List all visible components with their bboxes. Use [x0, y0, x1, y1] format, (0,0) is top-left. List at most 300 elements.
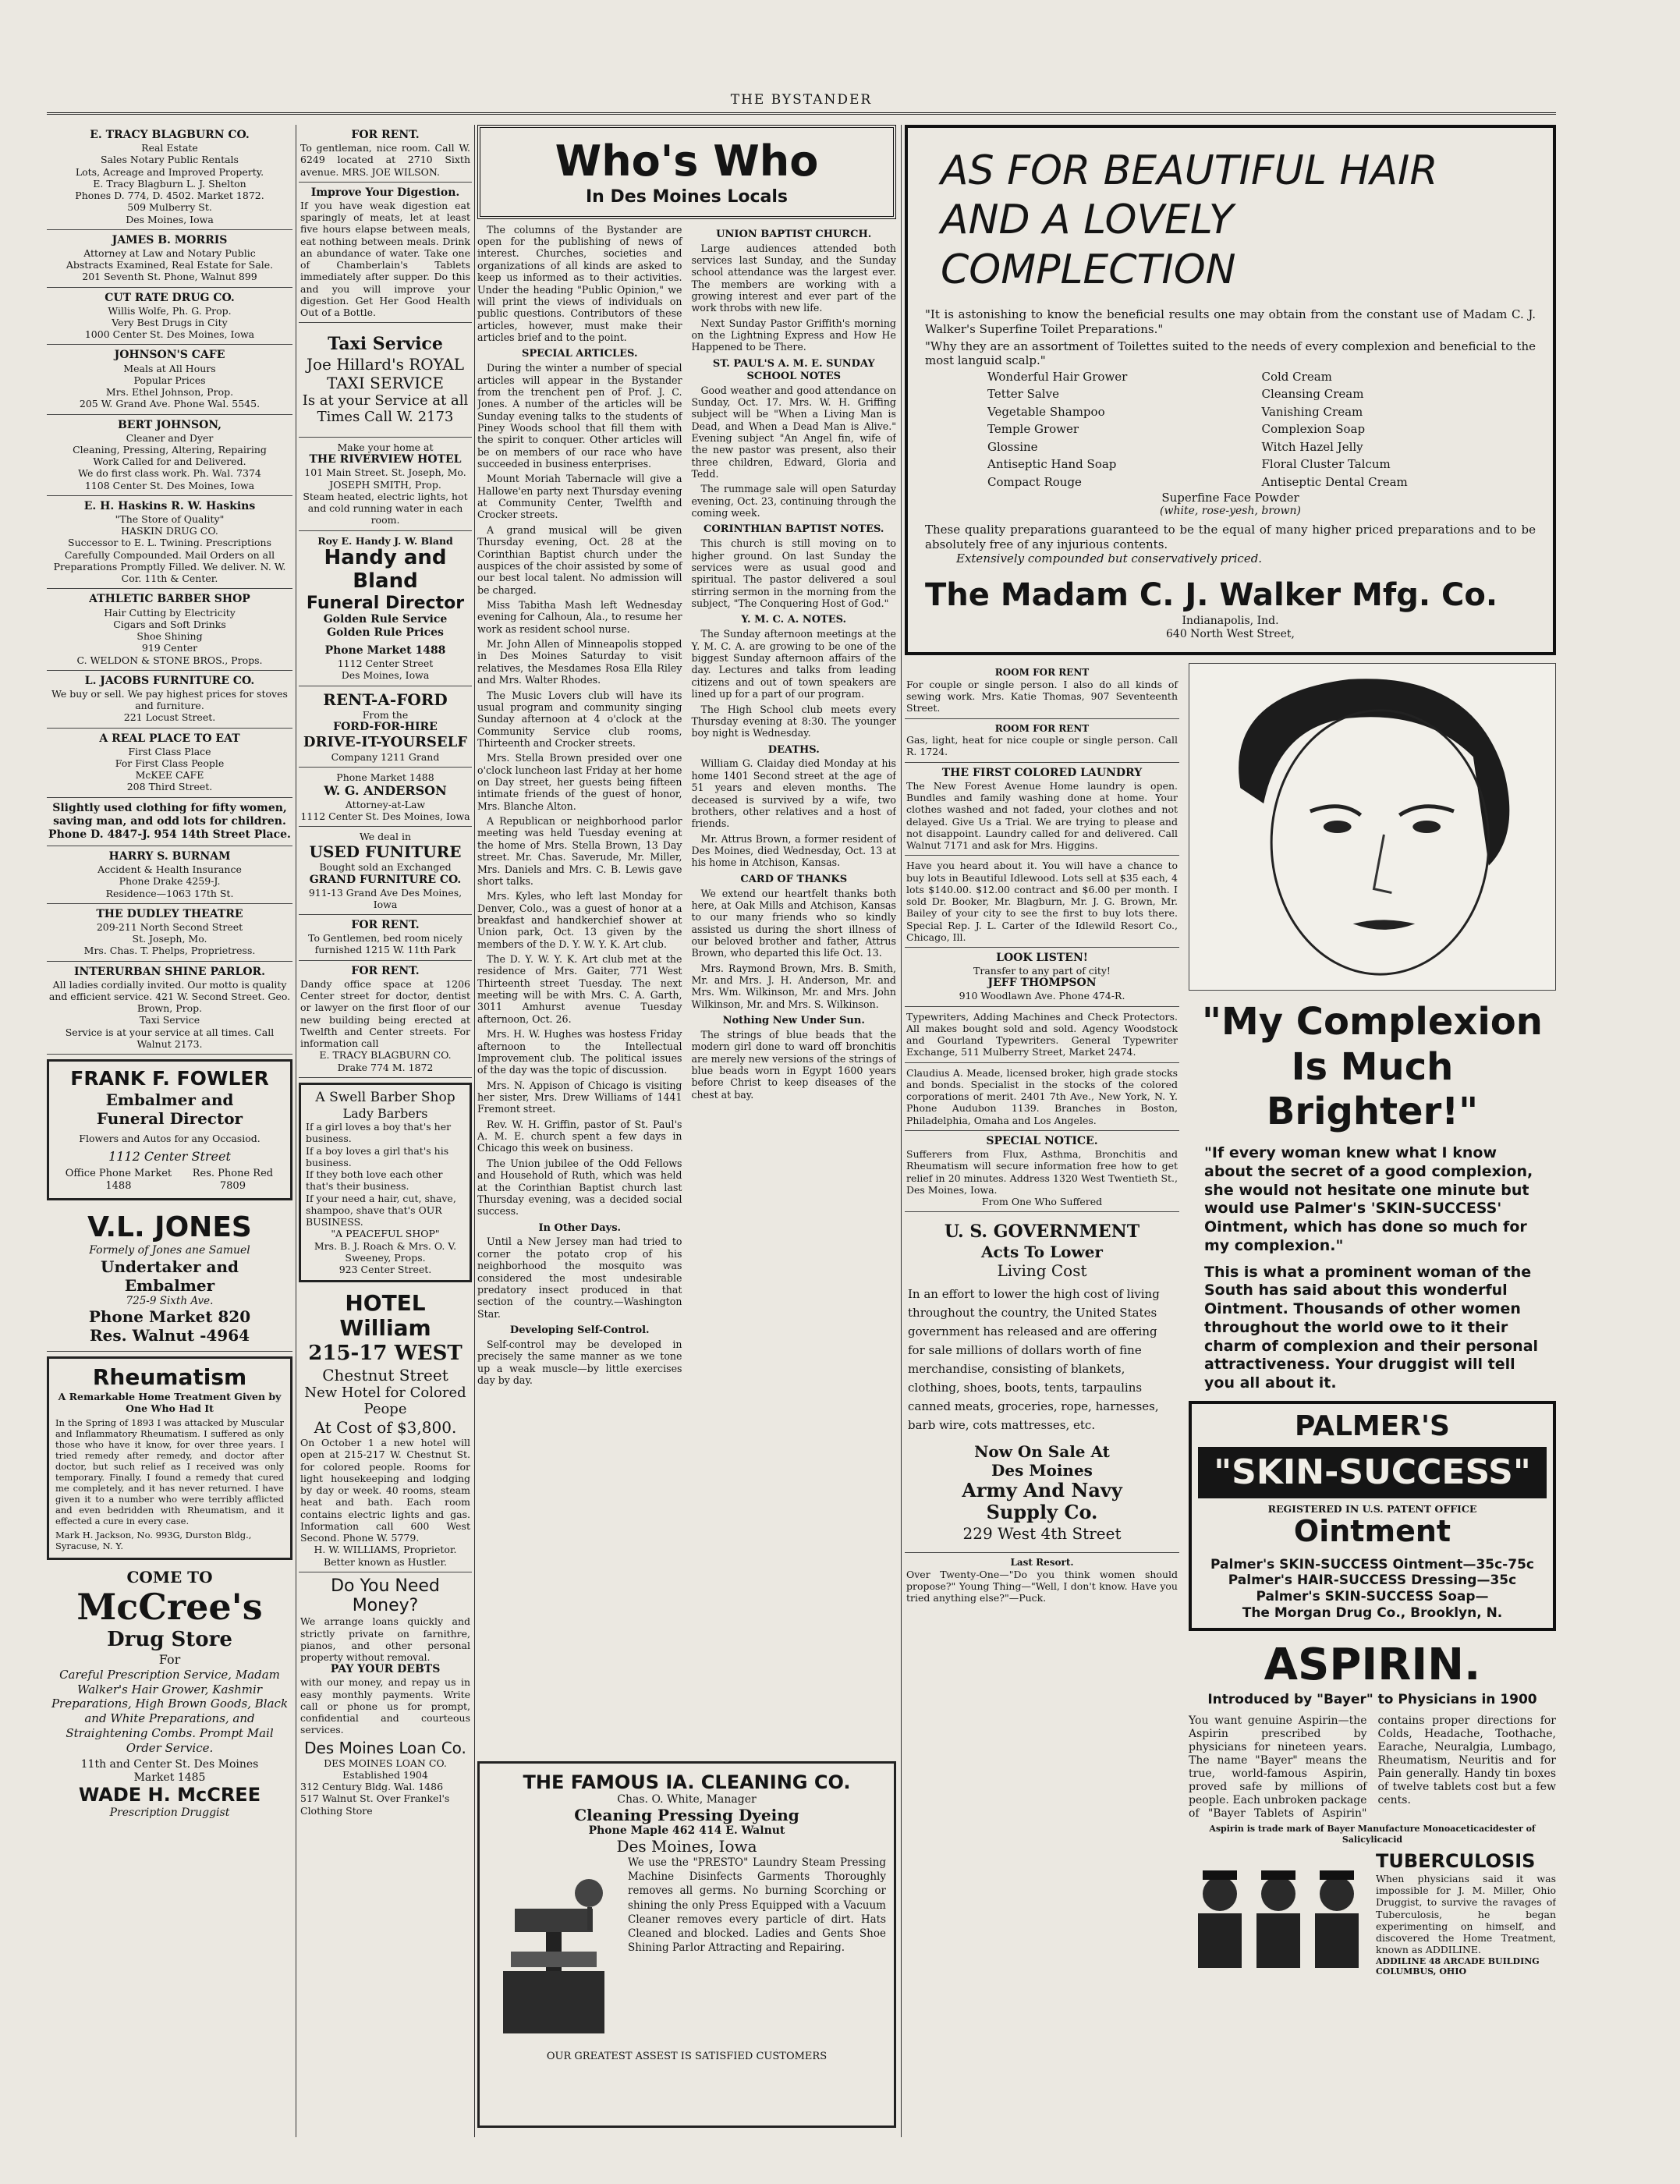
whos-who-columns — [477, 224, 896, 1390]
william-line: At Cost of $3,800. — [314, 1418, 457, 1438]
anderson-phone: Phone Market 1488 — [336, 771, 434, 783]
business-card — [47, 415, 292, 496]
walker-headline: AS FOR BEAUTIFUL HAIR AND A LOVELY COMPLECTION — [941, 147, 1438, 293]
aspirin-text: You want genuine Aspirin—the Aspirin prescribed by physicians for nineteen years. The name "Bayer" means the true, world-famous Aspirin, proved safe by millions of people. Each unbroken package of "Bayer Tablets of Aspirin" contains proper directions for Colds, Headache, Toothache, Earache, Neuralgia, Lumbago, Rheumatism, Neuritis and for Pain generally. Handy tin boxes of twelve tablets cost but a few cents. — [1189, 1714, 1556, 1821]
anderson-ad — [299, 768, 472, 827]
news-paragraph: The High School club meets every Thursday evening at 8:30. The younger boy night is Wednesday. — [691, 703, 896, 739]
loan-address: 312 Century Bldg. Wal. 1486 — [300, 1781, 444, 1793]
tb-text: When physicians said it was impossible for J. M. Miller, Ohio Druggist, to survive the ravages of Tuberculosis, he began experimenting on himself, and discovered the Home Treatment, known as ADDILINE. — [1376, 1872, 1556, 1956]
walker-product: Witch Hazel Jelly — [1261, 439, 1363, 454]
business-line: 919 Center — [141, 642, 198, 654]
aspirin-heading: ASPIRIN. — [1264, 1639, 1481, 1690]
whos-who-header — [477, 125, 896, 219]
business-name: E. TRACY BLAGBURN CO. — [90, 129, 250, 141]
news-paragraph: A Republican or neighborhood parlor meeting was held Tuesday evening at the home of Mrs. Stella Brown, 13 Day street. Mr. Chas. Saverude, Mr. Miller, Mrs. Daniels and Mrs. C. B. Lewis gave short talks. — [477, 815, 682, 887]
fowler-ad — [47, 1059, 292, 1200]
fowler-line: Embalmer and — [105, 1090, 234, 1109]
column-local-ads — [299, 125, 472, 2137]
rent-text: To gentleman, nice room. Call W. 6249 located at 2710 Sixth avenue. MRS. JOE WILSON. — [300, 142, 470, 178]
business-line: Service is at your service at all times. Call Walnut 2173. — [65, 1026, 275, 1050]
column-advertisements — [905, 125, 1556, 2137]
section-heading: CORINTHIAN BAPTIST NOTES. — [704, 523, 884, 536]
gov-sale-line: Des Moines — [991, 1460, 1093, 1480]
broker-ad: Claudius A. Meade, licensed broker, high grade stocks and bonds. Specialist in the stocks of the colored corporations of merit. 2401 7th Ave., New York, N. Y. Phone Audubon 1139. Branches in Boston, Philadelphia, Omaha and Los Angeles. — [905, 1063, 1179, 1131]
section-heading: UNION BAPTIST CHURCH. — [716, 228, 872, 240]
business-name: Slightly used clothing for fifty women, saving man, and odd lots for children. Phone D. 4847-J. 954 14th Street Place. — [48, 801, 291, 841]
business-line: Des Moines, Iowa — [126, 213, 214, 225]
barber-text: "A PEACEFUL SHOP" — [331, 1228, 440, 1240]
rent-notice — [299, 125, 472, 183]
news-paragraph: We extend our heartfelt thanks both here, at Oak Mills and Atchison, Kansas to our many friends who so kindly assisted us during the short illness of our beloved brother and father, Attrus Brown, who departed this life Oct. 13. — [691, 887, 896, 959]
used-heading: USED FUNITURE — [309, 842, 462, 862]
business-card — [47, 230, 292, 288]
walker-product: Wonderful Hair Grower — [987, 369, 1128, 384]
mccree-address: 11th and Center St. Des Moines — [80, 1758, 259, 1771]
masthead: THE BYSTANDER — [47, 92, 1556, 115]
news-paragraph: Miss Tabitha Mash left Wednesday evening for Calhoun, Ala., to resume her work as resident school nurse. — [477, 598, 682, 635]
laundry-ad — [905, 763, 1179, 856]
rheumatism-signature: Mark H. Jackson, No. 993G, Durston Bldg., Syracuse, N. Y. — [55, 1530, 252, 1552]
bland-heading: Handy and Bland — [324, 545, 447, 593]
section-heading: Y. M. C. A. NOTES. — [741, 614, 847, 626]
gov-text: In an effort to lower the high cost of living throughout the country, the United States government has released and are offering for sale millions of dollars worth of fine merchandise, consisting of blankets, clothing, shoes, boots, tents, tarpaulins canned meats, groceries, rope, harnesses, barb wire, cots mattresses, etc. — [908, 1286, 1160, 1432]
business-line: Accident & Health Insurance — [97, 863, 242, 876]
section-heading: ST. PAUL'S A. M. E. SUNDAY SCHOOL NOTES — [712, 357, 875, 382]
walker-products-right — [1262, 368, 1536, 491]
walker-powder: Superfine Face Powder — [1161, 491, 1299, 505]
business-name: ATHLETIC BARBER SHOP — [89, 593, 250, 606]
rheumatism-subtitle: A Remarkable Home Treatment Given by One Who Had It — [58, 1390, 282, 1414]
hotel-line: JOSEPH SMITH, Prop. — [329, 478, 441, 491]
lower-ads — [905, 663, 1556, 1977]
business-line: St. Joseph, Mo. — [132, 933, 207, 945]
news-paragraph: The rummage sale will open Saturday evening, Oct. 23, continuing through the coming week. — [691, 483, 896, 519]
used-line: Bought sold an Exchanged — [319, 861, 452, 874]
mccree-title: Prescription Druggist — [109, 1806, 230, 1820]
taxi-line: Is at your Service at all Times Call W. 2173 — [302, 392, 469, 426]
walker-guarantee: These quality preparations guaranteed to be the equal of many higher priced preparations and to be absolutely free of any injurious contents. — [925, 523, 1536, 551]
bland-line: Golden Rule Prices — [327, 626, 444, 639]
business-line: Phones D. 774, D. 4502. Market 1872. — [75, 190, 264, 202]
ford-line: Company 1211 Grand — [331, 750, 440, 763]
business-card — [47, 671, 292, 729]
digestion-notice — [299, 183, 472, 324]
walker-company: The Madam C. J. Walker Mfg. Co. — [925, 577, 1498, 614]
walker-product: Vanishing Cream — [1261, 404, 1363, 419]
loan-heading: PAY YOUR DEBTS — [330, 1663, 441, 1676]
business-line: All ladies cordially invited. Our motto is quality and efficient service. 421 W. Second Street. Geo. Brown, Prop. — [48, 978, 291, 1015]
section-heading: Developing Self-Control. — [509, 1324, 650, 1336]
business-line: Taxi Service — [139, 1014, 200, 1026]
business-line: 1000 Center St. Des Moines, Iowa — [84, 328, 255, 341]
palmer-price-line: Palmer's SKIN-SUCCESS Soap— — [1256, 1589, 1489, 1605]
rent-heading: FOR RENT. — [351, 129, 420, 141]
business-card — [47, 496, 292, 590]
office-rent-notice — [299, 961, 472, 1078]
business-line: Attorney at Law and Notary Public — [83, 246, 256, 259]
william-line: 215-17 WEST — [308, 1341, 463, 1365]
loan-heading: Do You Need Money? — [331, 1576, 440, 1616]
business-line: For First Class People — [115, 757, 225, 769]
walker-product: Glossine — [987, 439, 1038, 454]
loan-address: 517 Walnut St. Over Frankel's Clothing Store — [300, 1792, 450, 1817]
news-paragraph: Mrs. Stella Brown presided over one o'clock luncheon last Friday at her home on Day street, her guests being fifteen intimate friends of the guest of honor, Mrs. Blanche Alton. — [477, 752, 682, 812]
walker-address: 640 North West Street, — [1166, 628, 1295, 641]
rent-phone: Drake 774 M. 1872 — [337, 1061, 434, 1073]
business-line: 221 Locust Street. — [123, 711, 216, 724]
business-name: A REAL PLACE TO EAT — [99, 732, 240, 745]
fowler-line: Flowers and Autos for any Occasiod. — [79, 1132, 261, 1144]
bland-line: Golden Rule Service — [323, 612, 448, 626]
fowler-office-phone: Office Phone Market 1488 — [65, 1167, 172, 1192]
tuberculosis-ad — [1189, 1851, 1556, 1977]
news-paragraph: Mrs. Kyles, who left last Monday for Denver, Colo., was a guest of honor at a breakfast and handkerchief shower at Union park, Oct. 13 given by the members of the D. Y. W. Y. K. Art club. — [477, 890, 682, 950]
walker-why: "Why they are an assortment of Toilettes suited to the needs of every complexion and beneficial to the most languid scalp." — [925, 339, 1536, 368]
last-resort-joke — [905, 1553, 1179, 1608]
barber-text: Mrs. B. J. Roach & Mrs. O. V. Sweeney, Props. — [314, 1239, 457, 1264]
gov-sale-line: Now On Sale At — [974, 1441, 1110, 1461]
cleaning-title: THE FAMOUS IA. CLEANING CO. — [523, 1771, 851, 1793]
section-heading: Nothing New Under Sun. — [722, 1015, 865, 1027]
business-line: Cleaner and Dyer — [126, 431, 214, 444]
walker-product: Temple Grower — [987, 422, 1079, 436]
business-line: Real Estate — [141, 142, 198, 154]
gov-heading: Living Cost — [997, 1260, 1087, 1280]
business-card — [47, 846, 292, 904]
rent-text: To Gentlemen, bed room nicely furnished 1215 W. 11th Park — [308, 932, 463, 956]
gov-sale-line: Army And Navy — [962, 1478, 1122, 1502]
business-line: 208 Third Street. — [126, 781, 213, 793]
fowler-line: Funeral Director — [96, 1108, 243, 1128]
walker-product: Tetter Salve — [987, 387, 1059, 401]
business-card — [47, 962, 292, 1055]
barber-text: 923 Center Street. — [338, 1264, 432, 1276]
room-text: For couple or single person. I also do all kinds of sewing work. Mrs. Katie Thomas, 907 Seventeenth Street. — [906, 678, 1178, 714]
rent-a-ford-ad — [299, 686, 472, 768]
business-card — [47, 904, 292, 962]
loan-established: Established 1904 — [342, 1768, 428, 1781]
business-line: Shoe Shining — [136, 630, 203, 643]
palmer-product-box — [1189, 1401, 1556, 1631]
column-classifieds — [47, 125, 292, 2137]
jones-phone: Phone Market 820 — [88, 1307, 251, 1327]
business-line: 209-211 North Second Street — [96, 920, 243, 933]
news-paragraph: Rev. W. H. Griffin, pastor of St. Paul's A. M. E. church spent a few days in Chicago this week on business. — [477, 1118, 682, 1154]
palmer-registered: REGISTERED IN U.S. PATENT OFFICE — [1267, 1502, 1477, 1515]
palmer-price-line: Palmer's HAIR-SUCCESS Dressing—35c — [1228, 1572, 1517, 1589]
business-line: We do first class work. Ph. Wal. 7374 — [78, 467, 261, 480]
hotel-william-ad — [299, 1287, 472, 1572]
bland-line: Des Moines, Iowa — [341, 669, 430, 682]
transfer-heading: LOOK LISTEN! — [996, 952, 1088, 965]
riverview-hotel-ad — [299, 438, 472, 531]
business-line: C. WELDON & STONE BROS., Props. — [76, 654, 263, 666]
notice-text: Sufferers from Flux, Asthma, Bronchitis and Rheumatism will secure information free how to get relief in 20 minutes. Address 1320 West Twentieth St., Des Moines, Iowa. — [906, 1148, 1178, 1196]
business-line: McKEE CAFE — [135, 769, 204, 782]
room-heading: ROOM FOR RENT — [994, 722, 1090, 734]
gov-sale-line: Supply Co. — [986, 1501, 1098, 1524]
news-paragraph: This church is still moving on to higher ground. On last Sunday the services were as usual good and spiritual. The pastor delivered a soul stirring sermon in the morning from the subject, "The Conquering Host of God." — [691, 537, 896, 610]
william-signature: H. W. WILLIAMS, Proprietor. — [314, 1544, 457, 1556]
news-paragraph: During the winter a number of special articles will appear in the Bystander from the trenchent pen of Prof. J. C. Jones. A number of the articles will be Sunday evening talks to the students of Piney Woods school that fill them with the spirit to conquer. Other articles will be on members of our race who have succeeded in business enterprises. — [477, 362, 682, 470]
business-line: Popular Prices — [133, 374, 206, 386]
business-card — [47, 345, 292, 414]
business-name: CUT RATE DRUG CO. — [105, 291, 235, 304]
taxi-heading: Taxi Service — [328, 334, 443, 355]
loan-text: We arrange loans quickly and strictly private on farnithre, pianos, and other personal property without removal. — [300, 1615, 470, 1664]
room-text: Gas, light, heat for nice couple or single person. Call R. 1724. — [906, 734, 1178, 758]
gov-sale-line: 229 West 4th Street — [962, 1524, 1122, 1544]
taxi-line: Joe Hillard's ROYAL — [306, 354, 465, 374]
news-paragraph: Mr. John Allen of Minneapolis stopped in Des Moines Saturday to visit relatives, the Mesdames Rosa Ella Riley and Mrs. Walter Rhodes. — [477, 638, 682, 686]
barber-shop-ad — [299, 1083, 472, 1283]
news-paragraph: Self-control may be developed in precisely the same manner as we tone up a weak muscle—by little exercises day by day. — [477, 1338, 682, 1386]
bland-names: Roy E. Handy J. W. Bland — [317, 534, 453, 547]
business-line: Sales Notary Public Rentals — [101, 154, 239, 166]
william-footer: Better known as Hustler. — [323, 1555, 448, 1568]
william-line: Chestnut Street — [322, 1365, 448, 1384]
ford-line: From the — [362, 708, 409, 721]
cleaning-phone: Phone Maple 462 414 E. Walnut — [588, 1824, 785, 1837]
hotel-name: THE RIVERVIEW HOTEL — [309, 453, 462, 466]
transfer-text: Transfer to any part of city! — [973, 965, 1111, 977]
loan-company: DES MOINES LOAN CO. — [324, 1757, 447, 1769]
business-card — [47, 288, 292, 346]
cleaning-manager: Chas. O. White, Manager — [617, 1793, 757, 1806]
loan-text: with our money, and repay us in easy monthly payments. Write call or phone us for prompt, confidential and courteous services. — [300, 1676, 470, 1736]
ford-heading: RENT-A-FORD — [323, 690, 448, 709]
barber-text: If they both love each other that's their business. — [306, 1168, 443, 1193]
mccree-line: COME TO — [126, 1568, 213, 1587]
cleaning-co-ad — [477, 1761, 896, 2128]
room-rent-notice — [905, 663, 1179, 718]
fowler-address: 1112 Center Street — [108, 1149, 231, 1165]
mccree-line: For — [158, 1652, 181, 1668]
jones-line: Undertaker and Embalmer — [101, 1257, 239, 1295]
walker-product: Antiseptic Hand Soap — [987, 457, 1117, 471]
bland-heading: Funeral Director — [306, 593, 465, 613]
hotel-line: Make your home at — [337, 441, 434, 453]
cleaning-footer: OUR GREATEST ASSEST IS SATISFIED CUSTOMERS — [546, 2051, 828, 2062]
walker-product: Compact Rouge — [987, 474, 1082, 489]
palmer-company: The Morgan Drug Co., Brooklyn, N. — [1242, 1604, 1503, 1621]
news-paragraph: The Sunday afternoon meetings at the Y. M. C. A. are growing to be one of the biggest Sunday afternoon affairs of the day. Lectures and talks from leading citizens and out of town speakers are lined up for a part of our program. — [691, 628, 896, 700]
walker-product: Cleansing Cream — [1261, 387, 1364, 401]
anderson-name: W. G. ANDERSON — [324, 783, 447, 799]
jones-name: V.L. JONES — [87, 1211, 252, 1244]
business-card — [47, 729, 292, 798]
aspirin-subtitle: Introduced by "Bayer" to Physicians in 1900 — [1207, 1692, 1537, 1707]
business-line: First Class Place — [128, 745, 211, 757]
woman-portrait-illustration — [1189, 663, 1556, 991]
anderson-address: 1112 Center St. Des Moines, Iowa — [300, 810, 470, 822]
barber-heading: Lady Barbers — [342, 1105, 428, 1121]
rheumatism-title: Rheumatism — [92, 1364, 247, 1391]
business-line: E. Tracy Blagburn L. J. Shelton — [93, 177, 246, 190]
digestion-text: If you have weak digestion eat sparingly of meats, let at least five hours elapse between meals, eat nothing between meals. Drink an abundance of water. Take one of Chamberlain's Tablets immediately after supper. Do this and you will improve your digestion. Get Her Good Health Out of a Bottle. — [300, 199, 470, 319]
barber-text: If your need a hair, cut, shave, shampoo, shave that's OUR BUSINESS. — [306, 1192, 456, 1228]
business-line: We buy or sell. We pay highest prices for stoves and furniture. — [51, 687, 288, 712]
business-line: Phone Drake 4259-J. — [119, 875, 221, 888]
laundry-heading: THE FIRST COLORED LAUNDRY — [941, 766, 1143, 779]
business-line: HASKIN DRUG CO. — [121, 525, 218, 537]
jones-res-phone: Res. Walnut -4964 — [89, 1326, 250, 1346]
jones-address: 725-9 Sixth Ave. — [126, 1294, 214, 1307]
room-heading: ROOM FOR RENT — [994, 667, 1090, 679]
walker-product: Cold Cream — [1261, 369, 1332, 384]
business-line: "The Store of Quality" — [115, 512, 225, 525]
rent-text: Dandy office space at 1206 Center street for doctor, dentist or lawyer on the first floor of our new building being erected at Twelfth and Center streets. For information call — [300, 977, 470, 1050]
business-card — [47, 125, 292, 230]
business-line: Meals at All Hours — [123, 362, 216, 374]
rheumatism-body: In the Spring of 1893 I was attacked by Muscular and Inflammatory Rheumatism. I suffered as only those who have it know, for over three years. I tried remedy after remedy, and doctor after doctor, but such relief as I received was only temporary. Finally, I found a remedy that cured me completely, and it has never returned. I have given it to a number who were terribly afflicted and even bedridden with Rheumatism, and it effected a cure in every case. — [55, 1417, 284, 1527]
mccree-ad — [47, 1565, 292, 1820]
column-rule — [901, 125, 902, 2137]
small-ads-column — [905, 663, 1179, 1977]
fowler-name: FRANK F. FOWLER — [70, 1067, 269, 1090]
aspirin-footer: Aspirin is trade mark of Bayer Manufacture Monoaceticacidester of Salicylicacid — [1209, 1824, 1536, 1845]
whos-who-right — [692, 224, 897, 1390]
mccree-store: Drug Store — [107, 1628, 232, 1652]
business-cards — [47, 125, 292, 1055]
used-line: We deal in — [359, 831, 412, 843]
ford-line: FORD-FOR-HIRE — [333, 720, 438, 733]
whos-who-left — [477, 224, 682, 1390]
rent-notice — [299, 915, 472, 961]
news-paragraph: Mrs. N. Appison of Chicago is visiting her sister, Mrs. Drew Williams of 1441 Fremont street. — [477, 1079, 682, 1115]
whos-who-title: Who's Who — [555, 136, 819, 186]
business-name: THE DUDLEY THEATRE — [96, 907, 243, 920]
section-heading: In Other Days. — [538, 1221, 622, 1234]
transfer-address: 910 Woodlawn Ave. Phone 474-R. — [959, 990, 1125, 1002]
business-line: 1108 Center St. Des Moines, Iowa — [84, 479, 255, 491]
jones-ad — [47, 1205, 292, 1352]
bland-line: 1112 Center Street — [337, 658, 434, 670]
rent-signature: E. TRACY BLAGBURN CO. — [319, 1049, 452, 1062]
barber-text: If a girl loves a boy that's her business. — [306, 1121, 452, 1145]
business-line: Willis Wolfe, Ph. G. Prop. — [108, 304, 232, 317]
news-paragraph: Mrs. H. W. Hughes was hostess Friday afternoon to the Intellectual Improvement club. The political issues of the day was the topic of discussion. — [477, 1028, 682, 1076]
palmer-ointment: Ointment — [1293, 1514, 1451, 1549]
palmer-skin-success: "SKIN-SUCCESS" — [1198, 1447, 1547, 1498]
gov-heading: U. S. GOVERNMENT — [944, 1221, 1140, 1243]
business-line: Very Best Drugs in City — [112, 316, 228, 328]
column-whos-who — [477, 125, 896, 1755]
business-line: Residence—1063 17th St. — [105, 887, 234, 899]
section-heading: DEATHS. — [767, 743, 820, 756]
walker-intro: "It is astonishing to know the beneficial results one may obtain from the constant use of Madam C. J. Walker's Superfine Toilet Preparations." — [925, 307, 1536, 336]
news-paragraph: The strings of blue beads that the modern girl done to ward off bronchitis are merely new versions of the strings of blue beads worn in Egypt 1600 years before Christ to keep diseases of the chest at bay. — [691, 1028, 896, 1101]
three-men-illustration — [1189, 1851, 1368, 1968]
business-line: Hair Cutting by Electricity — [104, 606, 236, 619]
business-name: L. JACOBS FURNITURE CO. — [84, 674, 255, 687]
business-line: 201 Seventh St. Phone, Walnut 899 — [82, 271, 257, 283]
idlewood-lots-ad: Have you heard about it. You will have a chance to buy lots in Beautiful Idlewood. Lots sell at $35 each, 4 lots $140.00. $12.00 contract and $6.00 per month. I sold Dr. Booker, Mr. Blagburn, Mr. J. G. Brown, Mr. Bailey of your city to see the first to buy lots there. Special Rep. J. L. Carter of the Idlewild Resort Co., Chicago, Ill. — [905, 856, 1179, 948]
taxi-line: TAXI SERVICE — [326, 373, 445, 392]
news-paragraph: Until a New Jersey man had tried to corner the potato crop of his neighborhood the mosquito was considered the most undesirable predatory insect produced in that section of the country.—Washington Star. — [477, 1236, 682, 1320]
news-paragraph: William G. Claiday died Monday at his home 1401 Second street at the age of 51 years and eleven months. The deceased is survived by a wife, two brothers, other relatives and a host of friends. — [691, 757, 896, 830]
fowler-res-phone: Res. Phone Red 7809 — [192, 1167, 274, 1192]
business-line: Successor to E. L. Twining. Prescriptions Carefully Compounded. Mail Orders on all Preparations Promptly Filled. We deliver. N. W. Cor. 11th & Center. — [53, 537, 286, 585]
joke-text: Over Twenty-One—"Do you think women should propose?" Young Thing—"Well, I don't know. Have you tried anything else?"—Puck. — [906, 1568, 1178, 1604]
palmer-quote: "My Complexion Is Much Brighter!" — [1202, 1000, 1543, 1134]
william-line: New Hotel for Colored Peope — [304, 1384, 466, 1418]
business-line: Lots, Acreage and Improved Property. — [75, 165, 264, 178]
business-line: Abstracts Examined, Real Estate for Sale. — [66, 259, 274, 271]
bland-line: Phone Market 1488 — [324, 644, 446, 658]
palmer-body: This is what a prominent woman of the South has said about this wonderful Ointment. Thousands of other women throughout the world owe to it their charm of complexion and their personal attractiveness. Your druggist will tell you all about it. — [1204, 1263, 1539, 1392]
anderson-title: Attorney-at-Law — [345, 798, 426, 810]
mccree-owner: WADE H. McCREE — [78, 1784, 261, 1806]
column-rule — [474, 125, 475, 2137]
used-line: 911-13 Grand Ave Des Moines, Iowa — [308, 886, 463, 910]
hotel-line: 101 Main Street. St. Joseph, Mo. — [304, 466, 466, 479]
palmer-price-line: Palmer's SKIN-SUCCESS Ointment—35c-75c — [1210, 1556, 1534, 1572]
hotel-line: Steam heated, electric lights, hot and cold running water in each room. — [303, 490, 468, 526]
news-paragraph: The D. Y. W. Y. K. Art club met at the residence of Mrs. Gaiter, 771 West Thirteenth street Tuesday. The next meeting will be with Mrs. C. A. Garth, 3011 Amhurst avenue Tuesday afternoon, Oct. 26. — [477, 953, 682, 1025]
notice-heading: SPECIAL NOTICE. — [986, 1134, 1098, 1147]
business-name: JAMES B. MORRIS — [112, 233, 228, 246]
laundry-text: The New Forest Avenue Home laundry is open. Bundles and family washing done at home. Your clothes washed and not faded, your clothes and not delayed. Give Us a Trial. We are trying to please and not disappoint. Laundry called for and delivered. Call Walnut 7171 and ask for Mrs. Higgins. — [906, 779, 1178, 852]
digestion-heading: Improve Your Digestion. — [310, 186, 460, 199]
tb-heading: TUBERCULOSIS — [1376, 1850, 1536, 1873]
loan-ad — [299, 1572, 472, 1821]
walker-city: Indianapolis, Ind. — [1182, 615, 1279, 628]
business-line: 509 Mulberry St. — [127, 201, 212, 214]
business-name: BERT JOHNSON, — [117, 418, 222, 431]
walker-product: Floral Cluster Talcum — [1261, 457, 1391, 471]
palmer-aspirin-column — [1189, 663, 1556, 1977]
section-heading: CARD OF THANKS — [740, 873, 848, 885]
walker-products — [925, 368, 1536, 491]
loan-company: Des Moines Loan Co. — [304, 1738, 466, 1757]
news-paragraph: Mount Moriah Tabernacle will give a Hallowe'en party next Thursday evening at Community Center, Twelfth and Crocker streets. — [477, 473, 682, 521]
special-notice — [905, 1131, 1179, 1212]
gov-heading: Acts To Lower — [981, 1242, 1103, 1261]
rent-heading: FOR RENT. — [351, 919, 420, 932]
cleaning-services: Cleaning Pressing Dyeing — [574, 1806, 799, 1824]
news-paragraph: A grand musical will be given Thursday evening, Oct. 28 at the Corinthian Baptist church under the auspices of the choir assisted by some of our best local talent. No admission will be charged. — [477, 523, 682, 596]
mccree-phone: Market 1485 — [133, 1771, 206, 1785]
used-furniture-ad — [299, 827, 472, 915]
notice-footer: From One Who Suffered — [981, 1196, 1103, 1208]
business-card — [47, 589, 292, 670]
news-paragraph: The Union jubilee of the Odd Fellows and Household of Ruth, which was held at the Corinthian Baptist church last Thursday evening, was a decided social success. — [477, 1157, 682, 1218]
walker-tint: (white, rose-yesh, brown) — [1160, 505, 1301, 518]
mccree-body: Careful Prescription Service, Madam Walker's Hair Grower, Kashmir Preparations, High Brown Goods, Black and White Preparations, and Straightening Combs. Prompt Mail Order Service. — [51, 1667, 289, 1755]
business-name: HARRY S. BURNAM — [108, 849, 231, 863]
business-line: Mrs. Chas. T. Phelps, Proprietress. — [83, 945, 256, 957]
walker-product: Vegetable Shampoo — [987, 404, 1105, 419]
taxi-ad — [299, 323, 472, 438]
tb-footer: ADDILINE 48 ARCADE BUILDING COLUMBUS, OHIO — [1376, 1955, 1540, 1977]
news-paragraph: Large audiences attended both services last Sunday, and the Sunday school attendance was the largest ever. The members are working with a growing interest and ever part of the work throbs with new life. — [691, 242, 896, 314]
whos-who-subtitle: In Des Moines Locals — [586, 186, 788, 207]
palmer-body: "If every woman knew what I know about the secret of a good complexion, she would not hesitate one minute but would use Palmer's 'SKIN-SUCCESS' Ointment, which has done so much for my complexion." — [1204, 1144, 1533, 1254]
ford-line: DRIVE-IT-YOURSELF — [303, 733, 468, 750]
william-text: On October 1 a new hotel will open at 215-217 W. Chestnut St. for colored people. Rooms for light housekeeping and lodging by day or week. 40 rooms, steam heat and bath. Each room contains electric lights and gas. Information call 600 West Second. Phone W. 5779. — [300, 1437, 470, 1544]
news-paragraph: Next Sunday Pastor Griffith's morning on the Lightning Express and How He Happened to be There. — [691, 317, 896, 353]
business-line: Mrs. Ethel Johnson, Prop. — [105, 386, 234, 399]
joke-heading: Last Resort. — [1010, 1557, 1074, 1569]
pressing-machine-illustration — [487, 1862, 620, 2041]
news-paragraph: The Music Lovers club will have its usual program and community singing Sunday afternoon at 4 o'clock at the Community Service club rooms, Thirteenth and Crocker streets. — [477, 689, 682, 749]
business-line: 205 W. Grand Ave. Phone Wal. 5545. — [79, 398, 261, 410]
business-name: INTERURBAN SHINE PARLOR. — [73, 965, 266, 978]
jones-line: Formely of Jones ane Samuel — [89, 1243, 250, 1257]
transfer-ad — [905, 948, 1179, 1007]
walker-product: Complexion Soap — [1261, 422, 1366, 436]
